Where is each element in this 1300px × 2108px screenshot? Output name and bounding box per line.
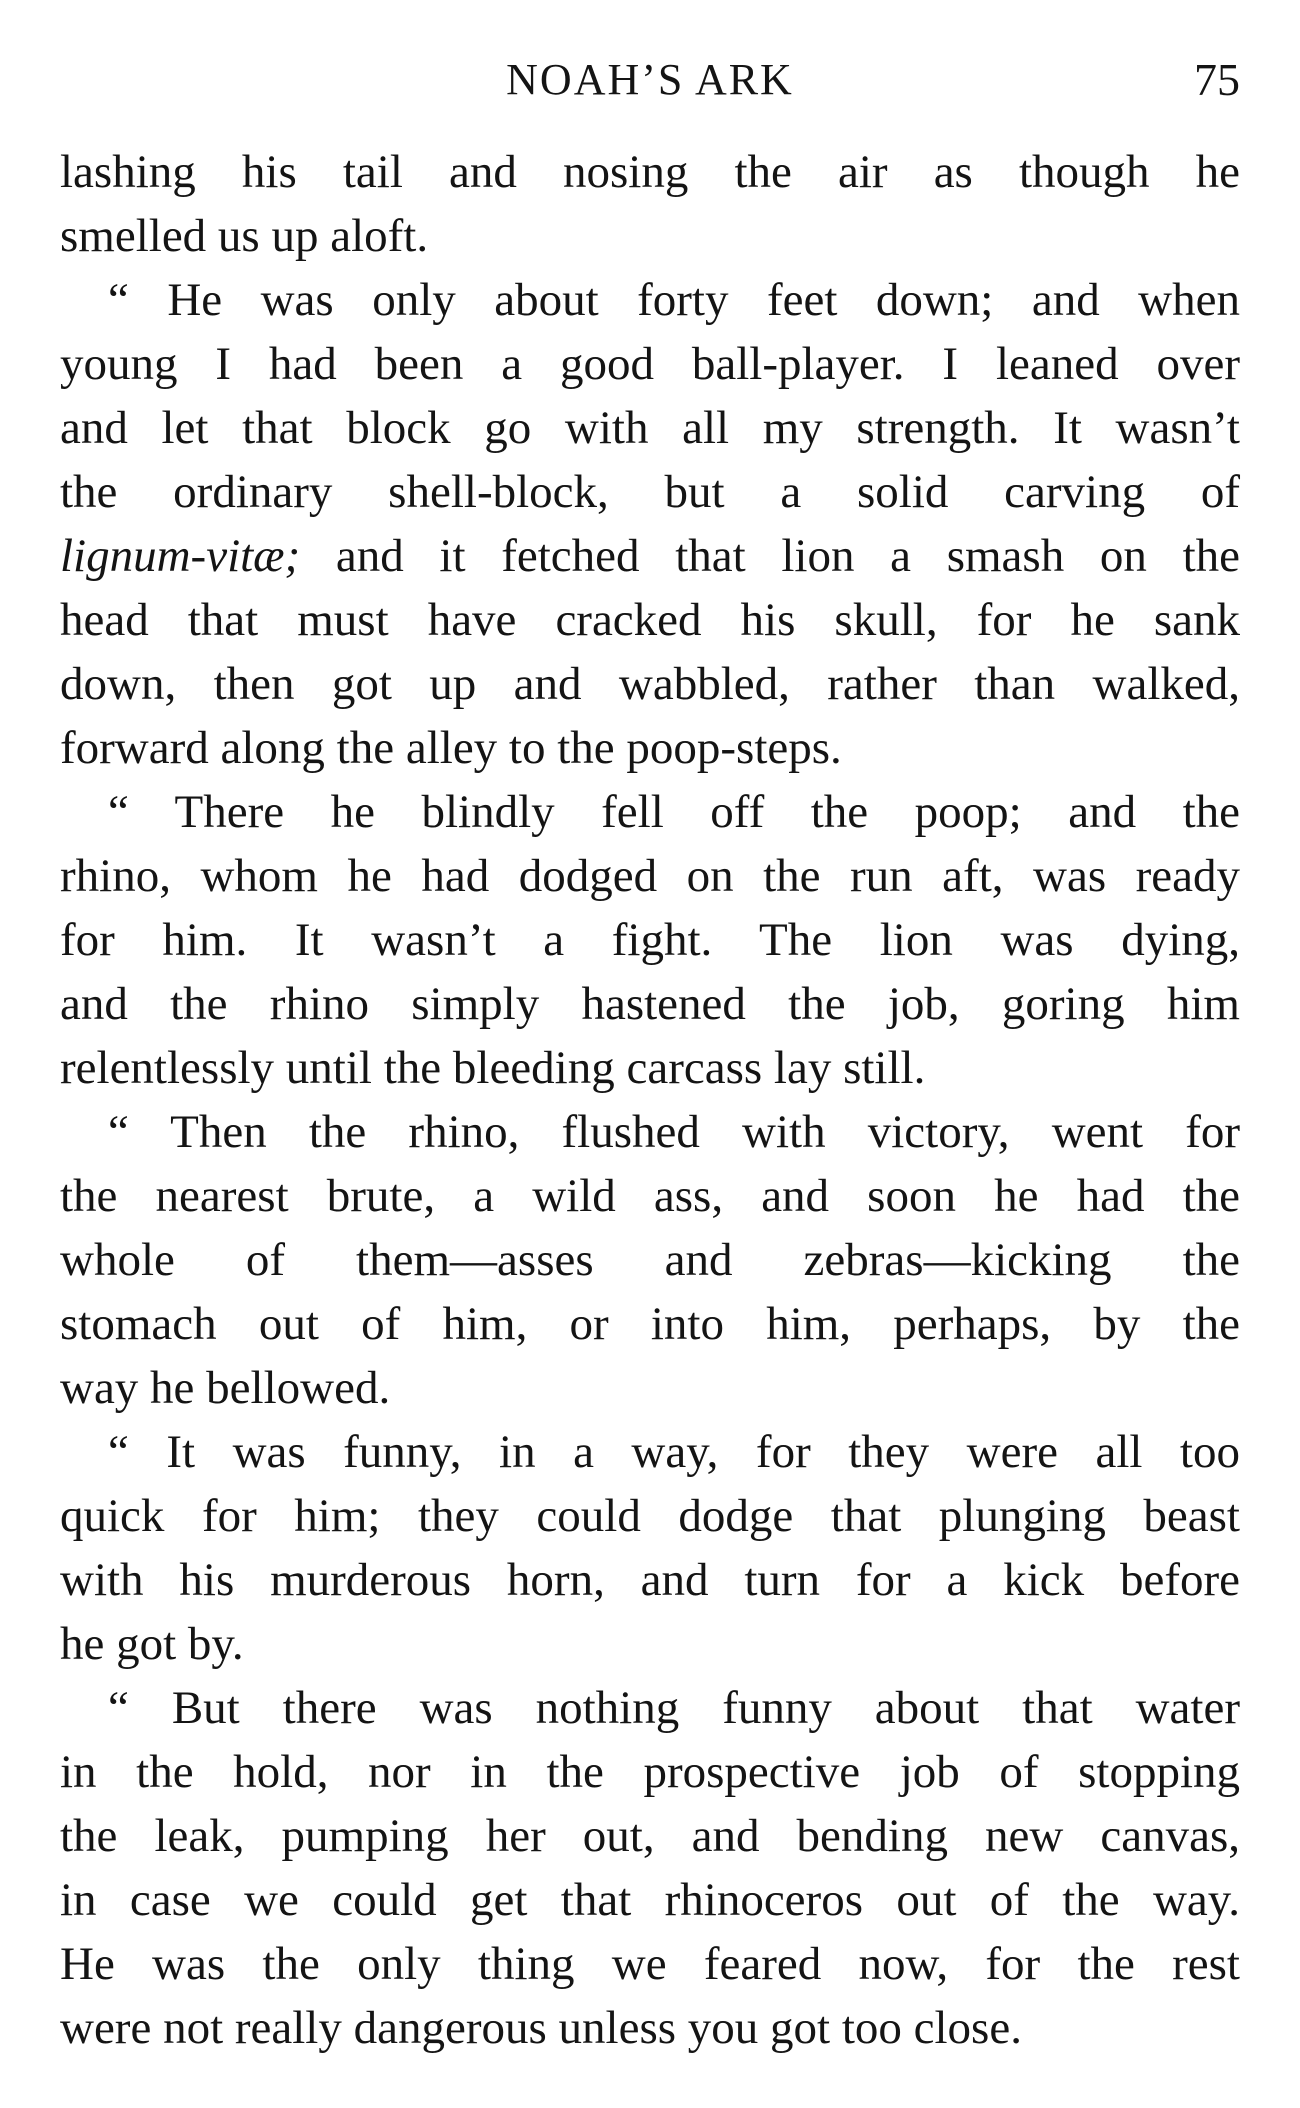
- text-line: in case we could get that rhinoceros out of the way.: [60, 1874, 1240, 1926]
- text-line: were not really dangerous unless you got too close.: [60, 2002, 1022, 2054]
- paragraph-4: [60, 1100, 1240, 1420]
- text-line: “ He was only about forty feet down; and when: [108, 274, 1240, 326]
- italic-term: lignum-vitæ;: [60, 530, 301, 582]
- text-line: head that must have cracked his skull, for he sank: [60, 594, 1240, 646]
- text-fragment: and it fetched that lion a smash on the: [335, 530, 1240, 582]
- text-line: relentlessly until the bleeding carcass lay still.: [60, 1042, 926, 1094]
- text-line: and the rhino simply hastened the job, goring him: [60, 978, 1240, 1030]
- text-line-with-italic: [60, 524, 1240, 588]
- text-line: forward along the alley to the poop-steps.: [60, 722, 842, 774]
- text-line: He was the only thing we feared now, for the rest: [60, 1938, 1240, 1990]
- body-text: [60, 140, 1240, 2060]
- text-line: stomach out of him, or into him, perhaps, by the: [60, 1298, 1240, 1350]
- paragraph-5: [60, 1420, 1240, 1676]
- text-line: whole of them—asses and zebras—kicking the: [60, 1234, 1240, 1286]
- text-line: way he bellowed.: [60, 1362, 391, 1414]
- text-line: and let that block go with all my strength. It wasn’t: [60, 402, 1240, 454]
- paragraph-3: [60, 780, 1240, 1100]
- paragraph-6: [60, 1676, 1240, 2060]
- text-line: “ But there was nothing funny about that water: [108, 1682, 1240, 1734]
- text-line: quick for him; they could dodge that plunging beast: [60, 1490, 1240, 1542]
- text-line: “ Then the rhino, flushed with victory, went for: [108, 1106, 1240, 1158]
- text-line: the nearest brute, a wild ass, and soon he had the: [60, 1170, 1240, 1222]
- text-line: “ There he blindly fell off the poop; and the: [108, 786, 1240, 838]
- text-line: “ It was funny, in a way, for they were all too: [108, 1426, 1240, 1478]
- text-line: the leak, pumping her out, and bending new canvas,: [60, 1810, 1240, 1862]
- text-line: down, then got up and wabbled, rather than walked,: [60, 658, 1240, 710]
- page-number: 75: [1194, 54, 1240, 105]
- running-title: NOAH’S ARK: [506, 55, 794, 104]
- text-line: lashing his tail and nosing the air as though he: [60, 146, 1240, 198]
- text-line: the ordinary shell-block, but a solid carving of: [60, 466, 1240, 518]
- text-line: in the hold, nor in the prospective job of stopping: [60, 1746, 1240, 1798]
- text-line: smelled us up aloft.: [60, 210, 429, 262]
- text-line: for him. It wasn’t a fight. The lion was dying,: [60, 914, 1240, 966]
- text-line: with his murderous horn, and turn for a kick before: [60, 1554, 1240, 1606]
- paragraph-1: [60, 140, 1240, 268]
- text-line: young I had been a good ball-player. I leaned over: [60, 338, 1240, 390]
- text-line: he got by.: [60, 1618, 244, 1670]
- text-line: rhino, whom he had dodged on the run aft, was ready: [60, 850, 1240, 902]
- running-head: [60, 50, 1240, 110]
- paragraph-2: [60, 268, 1240, 780]
